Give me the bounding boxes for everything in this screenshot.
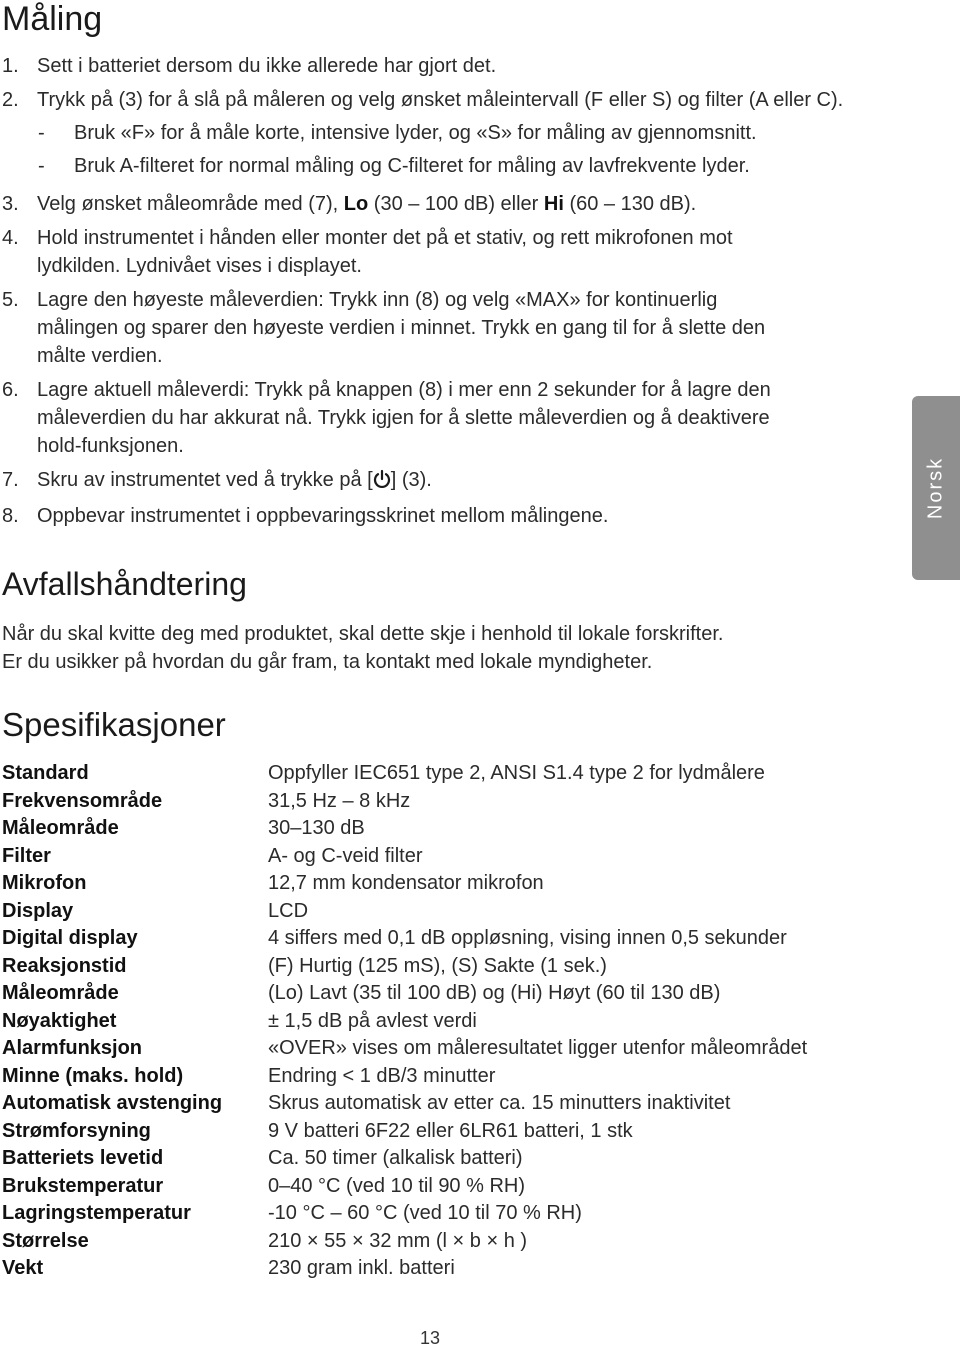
spec-label: Standard <box>2 762 89 784</box>
step-number: 3. <box>2 193 19 215</box>
spec-value: (F) Hurtig (125 mS), (S) Sakte (1 sek.) <box>268 954 607 977</box>
spec-label: Lagringstemperatur <box>2 1202 191 1224</box>
spec-value: 210 × 55 × 32 mm (l × b × h ) <box>268 1229 528 1252</box>
step-text <box>37 190 696 218</box>
step-text-part: Velg ønsket måleområde med (7), <box>37 193 344 215</box>
spec-label: Måleområde <box>2 817 119 839</box>
heading-maling: Måling <box>2 0 103 38</box>
spec-label: Filter <box>2 844 51 867</box>
step-number: 6. <box>2 379 19 401</box>
spec-value: 12,7 mm kondensator mikrofon <box>268 872 544 894</box>
spec-label: Frekvensområde <box>2 789 163 812</box>
sub-text: Bruk «F» for å måle korte, intensive lyder, og «S» for måling av gjennomsnitt. <box>74 122 757 144</box>
spec-value: (Lo) Lavt (35 til 100 dB) og (Hi) Høyt (60 til 130 dB) <box>268 982 721 1004</box>
spec-label: Måleområde <box>2 982 119 1004</box>
step-text: målingen og sparer den høyeste verdien i minnet. Trykk en gang til for å slette den <box>37 317 766 339</box>
spec-value: Skrus automatisk av etter ca. 15 minutters inaktivitet <box>268 1092 731 1114</box>
step-text: Oppbevar instrumentet i oppbevaringsskrinet mellom målingene. <box>37 505 609 527</box>
spec-value: 30–130 dB <box>268 817 365 839</box>
page-number: 13 <box>419 1328 441 1348</box>
step-number: 7. <box>2 469 19 491</box>
power-icon <box>373 469 391 489</box>
hi-label: Hi <box>543 193 564 215</box>
step-text <box>37 466 432 494</box>
spec-label: Alarmfunksjon <box>2 1037 143 1059</box>
spec-label: Display <box>2 899 74 922</box>
heading-waste-disposal: Avfallshåndtering <box>2 566 247 602</box>
spec-label: Mikrofon <box>2 872 87 894</box>
step-text: hold-funksjonen. <box>37 435 184 457</box>
spec-value: Oppfyller IEC651 type 2, ANSI S1.4 type 2 for lydmålere <box>268 762 765 784</box>
step-text-part: ] (3). <box>390 469 432 491</box>
spec-label: Brukstemperatur <box>2 1174 164 1197</box>
step-text: Lagre aktuell måleverdi: Trykk på knappen (8) i mer enn 2 sekunder for å lagre den <box>37 379 771 401</box>
spec-label: Størrelse <box>2 1229 89 1252</box>
step-text: Lagre den høyeste måleverdien: Trykk inn (8) og velg «MAX» for kontinuerlig <box>37 289 718 311</box>
spec-value: ± 1,5 dB på avlest verdi <box>268 1009 477 1032</box>
step-number: 8. <box>2 505 19 527</box>
spec-label: Digital display <box>2 927 138 949</box>
spec-label: Batteriets levetid <box>2 1147 164 1169</box>
step-number: 5. <box>2 289 19 311</box>
paragraph-line: Når du skal kvitte deg med produktet, skal dette skje i henhold til lokale forskrifter. <box>2 623 724 645</box>
step-text-part: Skru av instrumentet ved å trykke på [ <box>37 469 373 491</box>
spec-value: 9 V batteri 6F22 eller 6LR61 batteri, 1 stk <box>268 1119 633 1142</box>
step-text: måleverdien du har akkurat nå. Trykk igjen for å slette måleverdien og å deaktivere <box>37 407 770 429</box>
spec-value: LCD <box>268 899 309 922</box>
spec-value: A- og C-veid filter <box>268 844 423 867</box>
spec-label: Automatisk avstenging <box>2 1092 223 1114</box>
step-text: Sett i batteriet dersom du ikke allerede har gjort det. <box>37 55 497 77</box>
spec-value: -10 °C – 60 °C (ved 10 til 70 % RH) <box>268 1202 582 1224</box>
step-text-part: (30 – 100 dB) eller <box>368 193 544 215</box>
step-number: 1. <box>2 55 19 77</box>
step-text-part: (60 – 130 dB). <box>563 193 697 215</box>
step-text: lydkilden. Lydnivået vises i displayet. <box>37 255 362 277</box>
heading-specifications: Spesifikasjoner <box>2 706 226 743</box>
step-text: målte verdien. <box>37 345 163 367</box>
spec-value: Ca. 50 timer (alkalisk batteri) <box>268 1147 523 1169</box>
waste-disposal-text <box>2 620 723 676</box>
spec-label: Nøyaktighet <box>2 1009 117 1032</box>
paragraph-line: Er du usikker på hvordan du går fram, ta kontakt med lokale myndigheter. <box>2 651 653 673</box>
spec-label: Minne (maks. hold) <box>2 1064 184 1087</box>
spec-value: «OVER» vises om måleresultatet ligger utenfor måleområdet <box>268 1037 808 1059</box>
spec-label: Reaksjonstid <box>2 954 127 977</box>
sub-text: Bruk A-filteret for normal måling og C-filteret for måling av lavfrekvente lyder. <box>74 155 750 177</box>
spec-value: 31,5 Hz – 8 kHz <box>268 789 411 812</box>
spec-value: 0–40 °C (ved 10 til 90 % RH) <box>268 1174 526 1197</box>
language-side-tab <box>912 396 960 580</box>
spec-value: 230 gram inkl. batteri <box>268 1257 455 1279</box>
step-text: Hold instrumentet i hånden eller monter det på et stativ, og rett mikrofonen mot <box>37 227 733 249</box>
step-number: 4. <box>2 227 19 249</box>
spec-label: Strømforsyning <box>2 1119 151 1142</box>
language-label: Norsk <box>924 456 947 520</box>
bullet-dash: - <box>38 122 45 144</box>
spec-label: Vekt <box>2 1257 44 1279</box>
bullet-dash: - <box>38 155 45 177</box>
step-text: Trykk på (3) for å slå på måleren og velg ønsket måleintervall (F eller S) og filter (A eller C). <box>37 89 844 111</box>
spec-value: 4 siffers med 0,1 dB oppløsning, vising innen 0,5 sekunder <box>268 927 787 949</box>
lo-label: Lo <box>343 193 369 215</box>
spec-value: Endring < 1 dB/3 minutter <box>268 1064 496 1087</box>
step-number: 2. <box>2 89 19 111</box>
